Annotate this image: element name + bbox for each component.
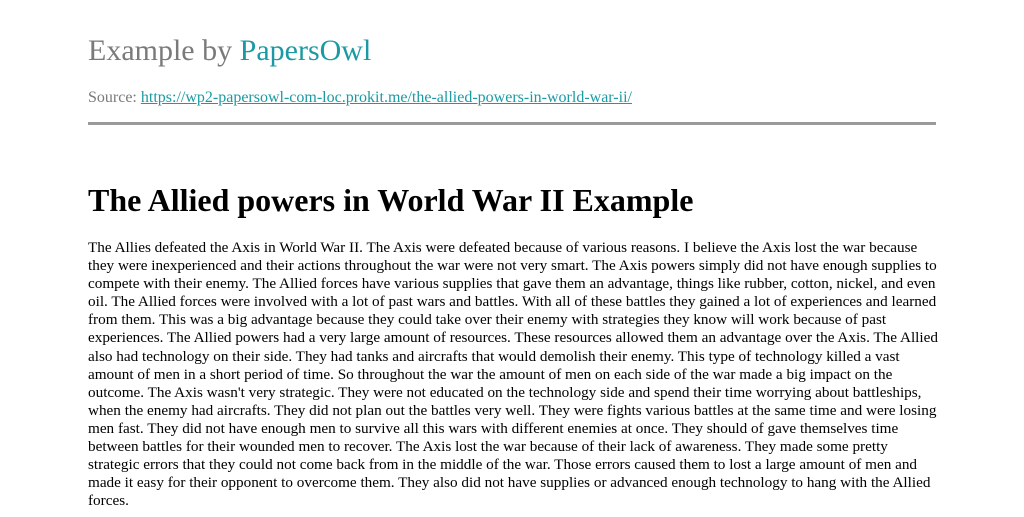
brand-name: PapersOwl	[239, 34, 372, 67]
source-label: Source:	[88, 89, 141, 106]
brand-header	[88, 33, 371, 69]
document-title: The Allied powers in World War II Example	[88, 182, 694, 218]
document-body: The Allies defeated the Axis in World War II. The Axis were defeated because of various reasons. I believe the Axis lost the war because they were inexperienced and their actions throughout the war were not very smart. The Axis powers simply did not have enough supplies to compete with their enemy. The Allied forces have various supplies that gave them an advantage, things like rubber, cotton, nickel, and even oil. The Allied forces were involved with a lot of past wars and battles. With all of these battles they gained a lot of experiences and learned from them. This was a big advantage because they could take over their enemy with strategies they know will work because of past experiences. The Allied powers had a very large amount of resources. These resources allowed them an advantage over the Axis. The Allied also had technology on their side. They had tanks and aircrafts that would demolish their enemy. This type of technology killed a vast amount of men in a short period of time. So throughout the war the amount of men on each side of the war made a big impact on the outcome. The Axis wasn't very strategic. They were not educated on the technology side and spend their time worrying about battleships, when the enemy had aircrafts. They did not plan out the battles very well. They were fights various battles at the same time and were losing men fast. They did not have enough men to survive all this wars with different enemies at once. They should of gave themselves time between battles for their wounded men to recover. The Axis lost the war because of their lack of awareness. They made some pretty strategic errors that they could not come back from in the middle of the war. Those errors caused them to lost a large amount of men and made it easy for their opponent to overcome them. They also did not have supplies or advanced enough technology to hang with the Allied forces.	[88, 239, 938, 510]
source-line	[88, 88, 632, 108]
source-link[interactable]: https://wp2-papersowl-com-loc.prokit.me/the-allied-powers-in-world-war-ii/	[140, 89, 632, 106]
header-divider	[88, 122, 936, 125]
brand-prefix: Example by	[88, 34, 240, 67]
